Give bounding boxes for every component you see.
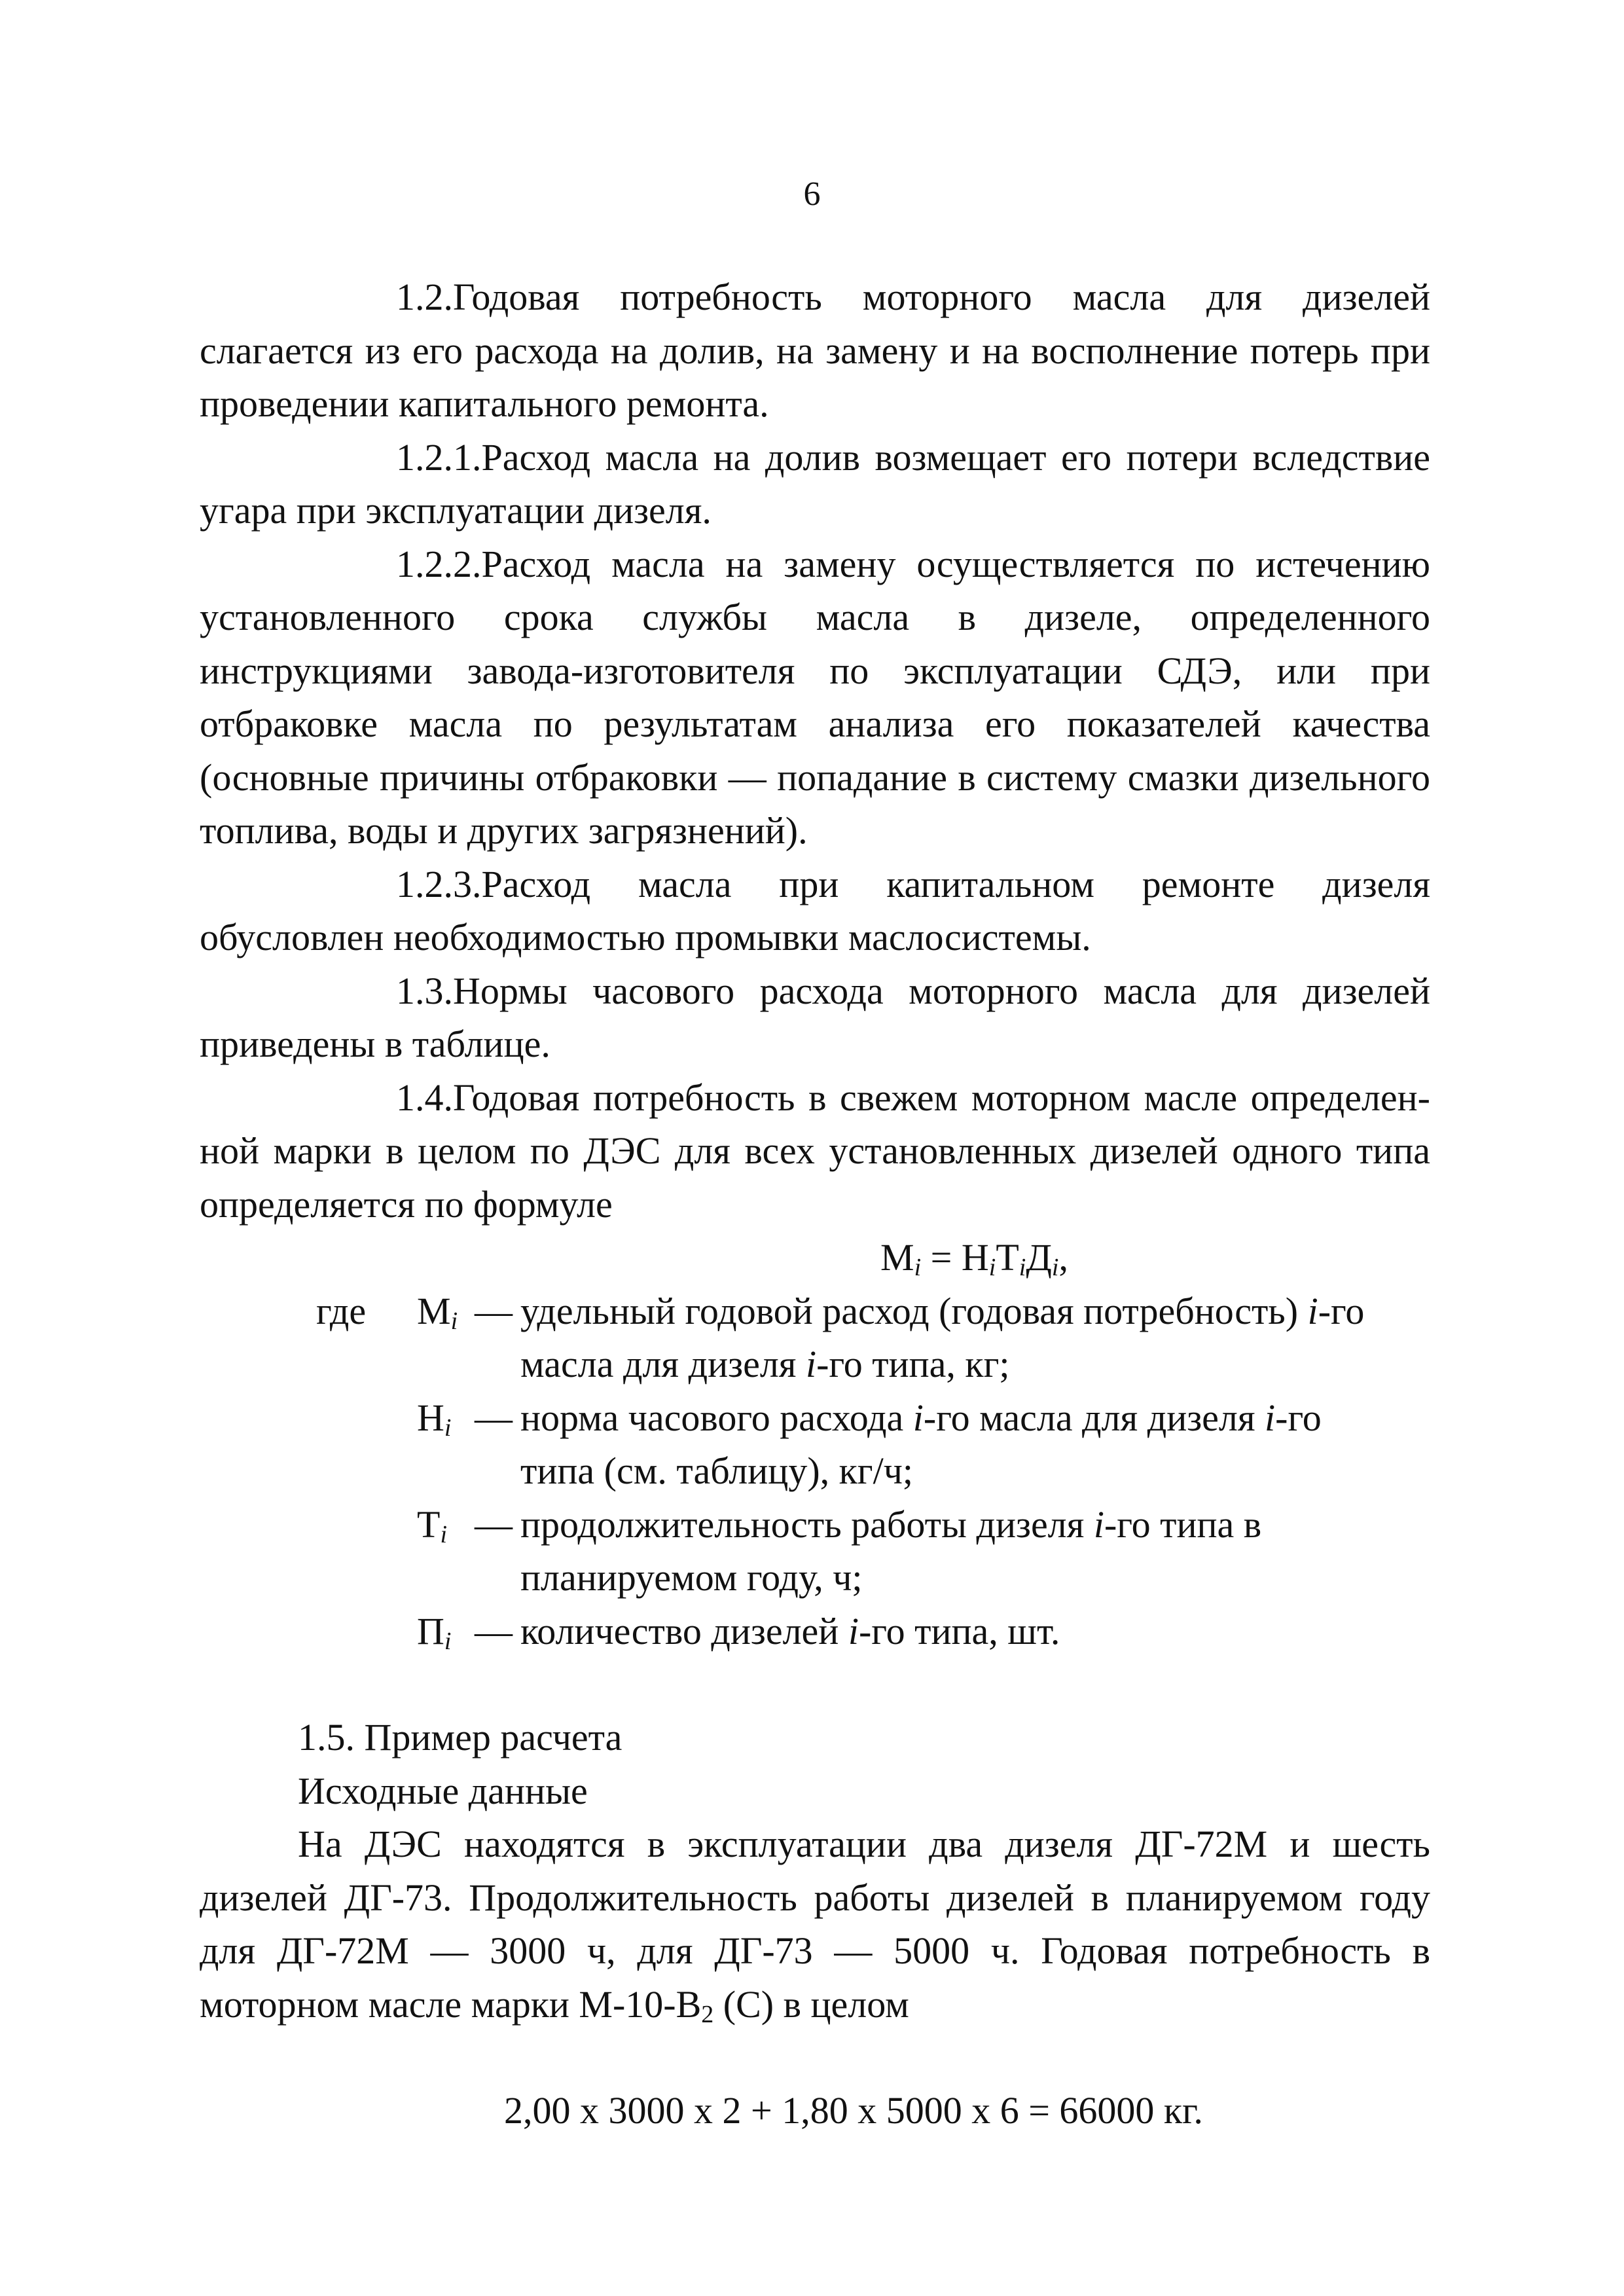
paragraph-1-2: [200, 270, 1430, 431]
paragraph-text: Расход масла на замену осуществляется по истечению установленного срока службы масла в дизеле, определенного инструкциями завода-изготовителя по эксплуатации СДЭ, или при отбраковке масла по результатам анализа его показателей качества (основные причины отбраковки — попадание в систему смазки дизельного топлива, воды и других загрязнений).: [200, 542, 1430, 852]
definition-dash: —: [475, 1609, 513, 1652]
calculation-result: 2,00 х 3000 х 2 + 1,80 х 5000 х 6 = 66000 кг.: [504, 2089, 1203, 2132]
formula-symbol-m: М: [880, 1236, 914, 1279]
paragraph-text: Годовая потребность моторного масла для дизелей слагается из его расхода на долив, на замену и на восполнение потерь при проведении капитального ремонта.: [200, 276, 1430, 425]
formula: [200, 1231, 1430, 1285]
formula-symbol-t: Т: [996, 1236, 1019, 1279]
section-number: 1.2.: [396, 276, 453, 318]
definition-text-continued: планируемом году, ч;: [520, 1556, 863, 1599]
definition-symbol: $Т_i$: [417, 1503, 447, 1548]
definition-dash: —: [475, 1289, 513, 1332]
blank-line: [200, 1658, 1430, 1711]
paragraph-text: Расход масла на долив возмещает его потери вследствие угара при эксплуатации дизеля.: [200, 435, 1430, 532]
example-subheading: Исходные данные: [298, 1769, 588, 1812]
formula-end: ,: [1058, 1236, 1068, 1279]
definition-symbol: $М_i$: [417, 1289, 458, 1335]
example-subscript: 2: [701, 2000, 714, 2028]
example-heading: 1.5. Пример расчета: [298, 1716, 623, 1758]
definition-m: [200, 1285, 1430, 1391]
definition-symbol: $Н_i$: [417, 1396, 452, 1442]
definition-dash: —: [475, 1503, 513, 1546]
formula-equals: =: [921, 1236, 962, 1279]
paragraph-1-2-2: [200, 538, 1430, 858]
definition-text: количество дизелей i-го типа, шт.: [520, 1609, 1060, 1652]
definition-text: удельный годовой расход (годовая потребность) i-го: [520, 1289, 1365, 1332]
formula-index: i: [1051, 1254, 1059, 1281]
definition-symbol: $П_i$: [417, 1609, 452, 1655]
paragraph-1-3: [200, 964, 1430, 1071]
definition-t: [200, 1498, 1430, 1605]
definition-text-continued: типа (см. таблицу), кг/ч;: [520, 1449, 913, 1492]
blank-line: [200, 2031, 1430, 2084]
example-text: На ДЭС находятся в эксплуатации два дизеля ДГ-72М и шесть дизелей ДГ-73. Продолжительность работы дизелей в планируемом году для ДГ-72М — 3000 ч, для ДГ-73 — 5000 ч. Годовая потребность в моторном масле марки М-10-В: [200, 1823, 1430, 2026]
formula-index: i: [988, 1254, 996, 1281]
paragraph-text: Годовая потребность в свежем моторном масле определенной марки в целом по ДЭС для всех установленных дизелей одного типа определяется по формуле: [200, 1076, 1430, 1226]
section-number: 1.3.: [396, 969, 453, 1012]
section-number: 1.2.1.: [396, 435, 482, 479]
paragraph-text: Нормы часового расхода моторного масла для дизелей приведены в таблице.: [200, 969, 1430, 1065]
definition-dash: —: [475, 1396, 513, 1439]
formula-symbol-h: Н: [961, 1236, 989, 1279]
paragraph-1-2-3: [200, 858, 1430, 964]
formula-index: i: [914, 1254, 922, 1281]
document-body: [200, 270, 1430, 2138]
paragraph-1-2-1: [200, 431, 1430, 538]
definition-text: продолжительность работы дизеля i-го типа в: [520, 1503, 1262, 1546]
definition-text-continued: масла для дизеля i-го типа, кг;: [520, 1343, 1010, 1385]
paragraph-text: Расход масла при капитальном ремонте дизеля обусловлен необходимостью промывки маслосистемы.: [200, 862, 1430, 958]
definition-p: [200, 1605, 1430, 1658]
section-number: 1.4.: [396, 1076, 453, 1119]
formula-symbol-d: Д: [1026, 1236, 1052, 1279]
definition-h: [200, 1391, 1430, 1498]
definition-text: норма часового расхода i-го масла для дизеля i-го: [520, 1396, 1322, 1439]
section-number: 1.2.3.: [396, 862, 482, 905]
formula-index: i: [1019, 1254, 1026, 1281]
section-number: 1.2.2.: [396, 542, 482, 585]
paragraph-1-4: [200, 1071, 1430, 1231]
where-label: где: [316, 1289, 367, 1332]
example-text-end: (С) в целом: [713, 1982, 909, 2026]
page-number: 6: [803, 175, 821, 213]
example-paragraph: [200, 1817, 1430, 2031]
formula-definitions: [200, 1285, 1430, 1658]
